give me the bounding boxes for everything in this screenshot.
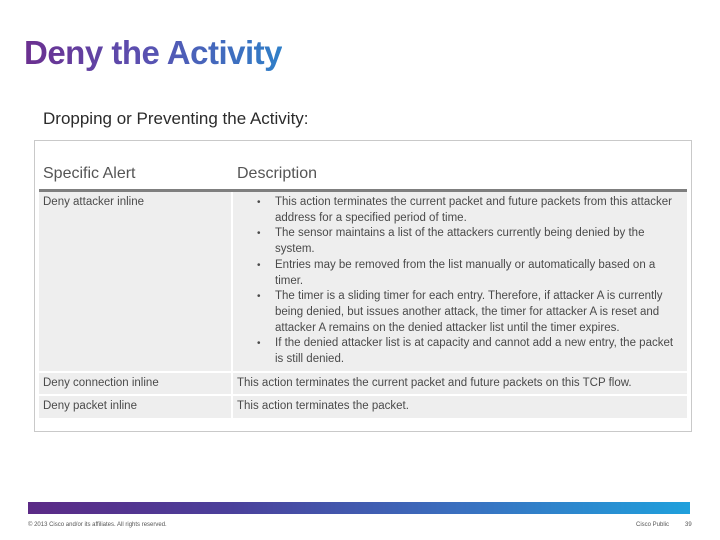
description-cell: This action terminates the current packet and future packets on this TCP flow. <box>233 373 687 397</box>
table-row <box>39 192 687 373</box>
header-specific-alert: Specific Alert <box>39 159 233 192</box>
slide-subtitle: Dropping or Preventing the Activity: <box>43 109 309 128</box>
alert-name-cell: Deny packet inline <box>39 396 233 420</box>
table-header-row <box>39 159 687 192</box>
alert-table <box>39 159 687 420</box>
list-item: • If the denied attacker list is at capacity and cannot add a new entry, the packet is still denied. <box>275 336 683 367</box>
slide-title: Deny the Activity <box>24 34 283 71</box>
description-bullet-list <box>237 195 683 368</box>
list-item: • The timer is a sliding timer for each entry. Therefore, if attacker A is currently being denied, but issues another attack, the timer for attacker A is reset and attacker A remains on the denied attacker list until the timer expires. <box>275 289 683 336</box>
description-cell <box>233 192 687 373</box>
table-row <box>39 396 687 420</box>
page-number: 39 <box>685 522 692 528</box>
footer-classification: Cisco Public <box>636 522 670 528</box>
description-cell: This action terminates the packet. <box>233 396 687 420</box>
table-row <box>39 373 687 397</box>
footer-copyright: © 2013 Cisco and/or its affiliates. All rights reserved. <box>28 522 167 528</box>
alert-name-cell: Deny attacker inline <box>39 192 233 373</box>
list-item: • Entries may be removed from the list manually or automatically based on a timer. <box>275 258 683 289</box>
alert-name-cell: Deny connection inline <box>39 373 233 397</box>
alert-table-frame <box>34 140 692 432</box>
header-description: Description <box>233 159 687 192</box>
list-item: • This action terminates the current packet and future packets from this attacker address for a specified period of time. <box>275 195 683 226</box>
footer-gradient-bar <box>28 502 690 514</box>
list-item: • The sensor maintains a list of the attackers currently being denied by the system. <box>275 226 683 257</box>
